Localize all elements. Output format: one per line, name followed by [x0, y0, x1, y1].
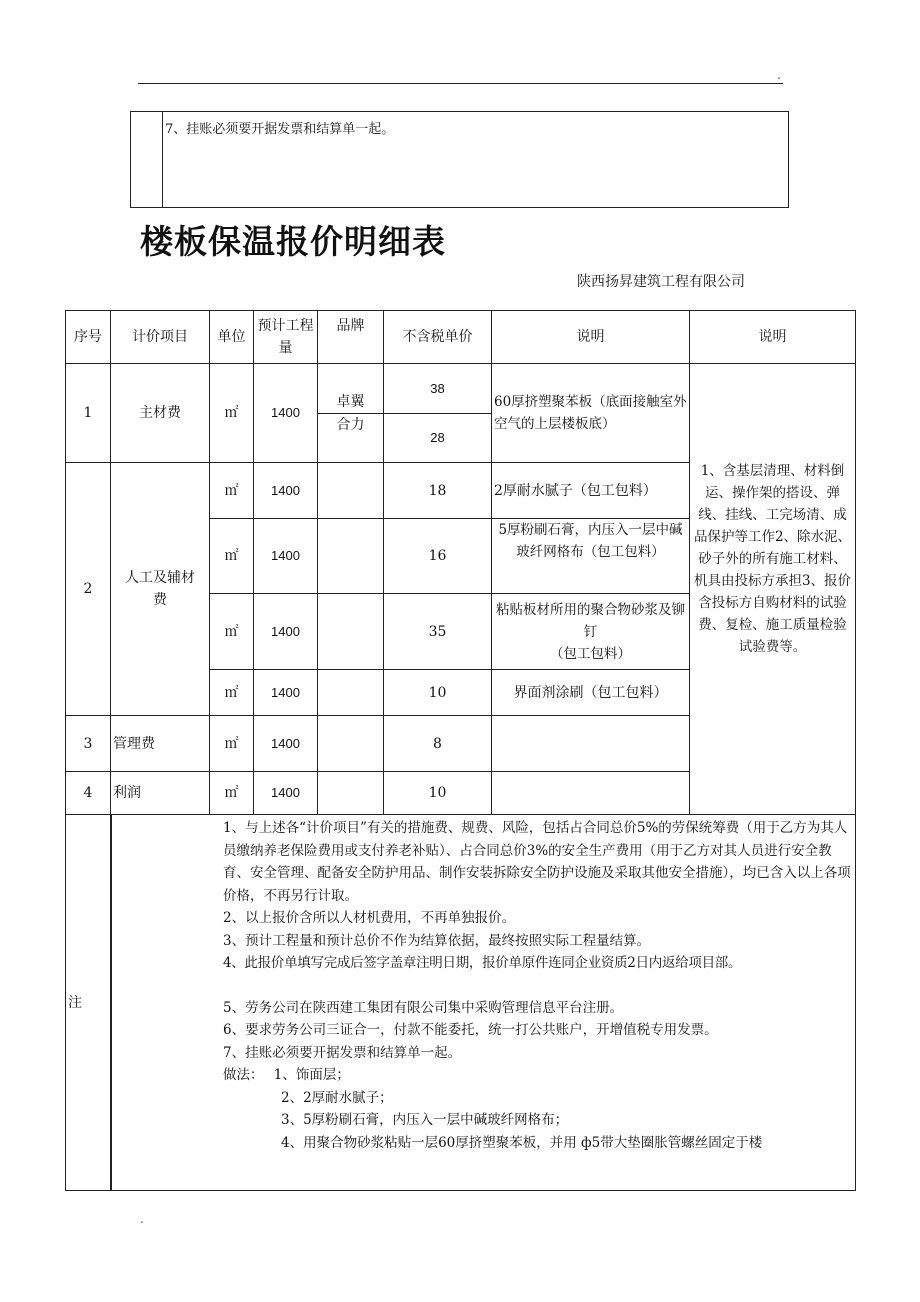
note-5: 5、劳务公司在陕西建工集团有限公司集中采购管理信息平台注册。: [223, 999, 624, 1016]
row-brand-empty: [318, 716, 384, 772]
row-description: 60厚挤塑聚苯板（底面接触室外空气的上层楼板底）: [492, 364, 690, 463]
row-price: 28: [384, 414, 492, 463]
row-number: 3: [66, 716, 111, 772]
row-number: 2: [66, 463, 111, 716]
header-cell: 说明: [690, 311, 856, 364]
previous-table-divider: [162, 112, 163, 207]
header-cell: 不含税单价: [384, 311, 492, 364]
row-quantity: 1400: [254, 716, 318, 772]
row-item: 管理费: [111, 716, 210, 772]
header-rule: [138, 83, 783, 84]
row-price: 38: [384, 364, 492, 414]
table-row: [66, 364, 856, 414]
row-brand-empty: [318, 463, 384, 519]
method-step-text: 4、用聚合物砂浆粘贴一层60厚挤塑聚苯板，并用 ф5带大垫圈胀管螺丝固定于楼: [281, 1134, 763, 1151]
row-description: [492, 772, 690, 815]
row-unit: ㎡: [210, 463, 254, 519]
row-price: 8: [384, 716, 492, 772]
method-step: 2、2厚耐水腻子；: [281, 1089, 393, 1106]
row-number: 1: [66, 364, 111, 463]
notes-cell: [111, 815, 856, 1191]
method-step: [223, 1132, 851, 1155]
row-unit: ㎡: [210, 364, 254, 463]
row-price: 16: [384, 519, 492, 594]
row-brand: 卓翼: [318, 364, 384, 414]
row-description: 界面剂涂刷（包工包料）: [492, 670, 690, 716]
row-unit: ㎡: [210, 594, 254, 670]
header-cell: 序号: [66, 311, 111, 364]
page-title: 楼板保温报价明细表: [140, 222, 446, 261]
notes-label: 注: [66, 815, 111, 1191]
method-label: 做法：: [223, 1067, 264, 1083]
row-brand: 合力: [318, 414, 384, 463]
header-cell: 说明: [492, 311, 690, 364]
side-note: 1、含基层清理、材料倒运、操作架的搭设、弹线、挂线、工完场清、成品保护等工作2、除水泥、砂子外的所有施工材料、机具由投标方承担3、报价含投标方自购材料的试验费、复检、施工质量检验试验费等。: [690, 364, 856, 815]
header-cell: 品牌: [318, 311, 384, 364]
note-4: 4、此报价单填写完成后签字盖章注明日期，报价单原件连同企业资质2日内返给项目部。: [223, 955, 742, 971]
previous-table-text: 7、挂账必须要开据发票和结算单一起。: [165, 122, 395, 137]
row-description: 2厚耐水腻子（包工包料）: [492, 463, 690, 519]
row-brand-empty: [318, 519, 384, 594]
previous-table-fragment: [130, 111, 789, 208]
row-brand-empty: [318, 670, 384, 716]
row-description: [492, 716, 690, 772]
header-cell: 计价项目: [111, 311, 210, 364]
row-unit: ㎡: [210, 716, 254, 772]
row-brand-empty: [318, 772, 384, 815]
row-brand-empty: [318, 594, 384, 670]
row-unit: ㎡: [210, 519, 254, 594]
row-quantity: 1400: [254, 670, 318, 716]
row-price: 18: [384, 463, 492, 519]
method-line: [223, 1064, 851, 1087]
row-unit: ㎡: [210, 670, 254, 716]
note-2: 2、以上报价含所以人材机费用，不再单独报价。: [223, 910, 516, 926]
row-item: 人工及辅材费: [111, 463, 210, 716]
row-item: 利润: [111, 772, 210, 815]
row-unit: ㎡: [210, 772, 254, 815]
row-quantity: 1400: [254, 463, 318, 519]
row-quantity: 1400: [254, 519, 318, 594]
method-step: 1、饰面层；: [273, 1067, 350, 1083]
notes-row: [66, 815, 856, 1191]
row-quantity: 1400: [254, 364, 318, 463]
header-cell: 预计工程量: [254, 311, 318, 364]
note-1: 1、与上述各“计价项目”有关的措施费、规费、风险，包括占合同总价5%的劳保统筹费（用于乙方为其人员缴纳养老保险费用或支付养老补贴）、占合同总价3%的安全生产费用（用于乙方对其人员进行安全教育、安全管理、配备安全防护用品、制作安装拆除安全防护设施及采取其他安全措施），均已含入以上各项价格，不再另行计取。: [223, 820, 851, 904]
note-7: 7、挂账必须要开据发票和结算单一起。: [223, 1044, 462, 1061]
row-description-line: （包工包料）: [550, 645, 631, 662]
row-quantity: 1400: [254, 594, 318, 670]
note-6: 6、要求劳务公司三证合一，付款不能委托，统一打公共账户，开增值税专用发票。: [223, 1022, 718, 1038]
header-cell: 单位: [210, 311, 254, 364]
row-number: 4: [66, 772, 111, 815]
header-dot: .: [777, 68, 781, 82]
company-name: 陕西扬昇建筑工程有限公司: [577, 274, 745, 290]
note-3: 3、预计工程量和预计总价不作为结算依据，最终按照实际工程量结算。: [223, 932, 651, 949]
row-description-line: 粘贴板材所用的聚合物砂浆及铆钉: [496, 601, 685, 640]
row-price: 35: [384, 594, 492, 670]
row-price: 10: [384, 772, 492, 815]
row-description: [492, 594, 690, 670]
row-quantity: 1400: [254, 772, 318, 815]
row-description: 5厚粉刷石膏，内压入一层中碱玻纤网格布（包工包料）: [492, 519, 690, 594]
method-step: 3、5厚粉刷石膏，内压入一层中碱玻纤网格布；: [281, 1112, 569, 1128]
row-item: 主材费: [111, 364, 210, 463]
row-price: 10: [384, 670, 492, 716]
table-header-row: [66, 311, 856, 364]
quote-table: [65, 310, 856, 1191]
footer-dot: .: [140, 1212, 144, 1226]
